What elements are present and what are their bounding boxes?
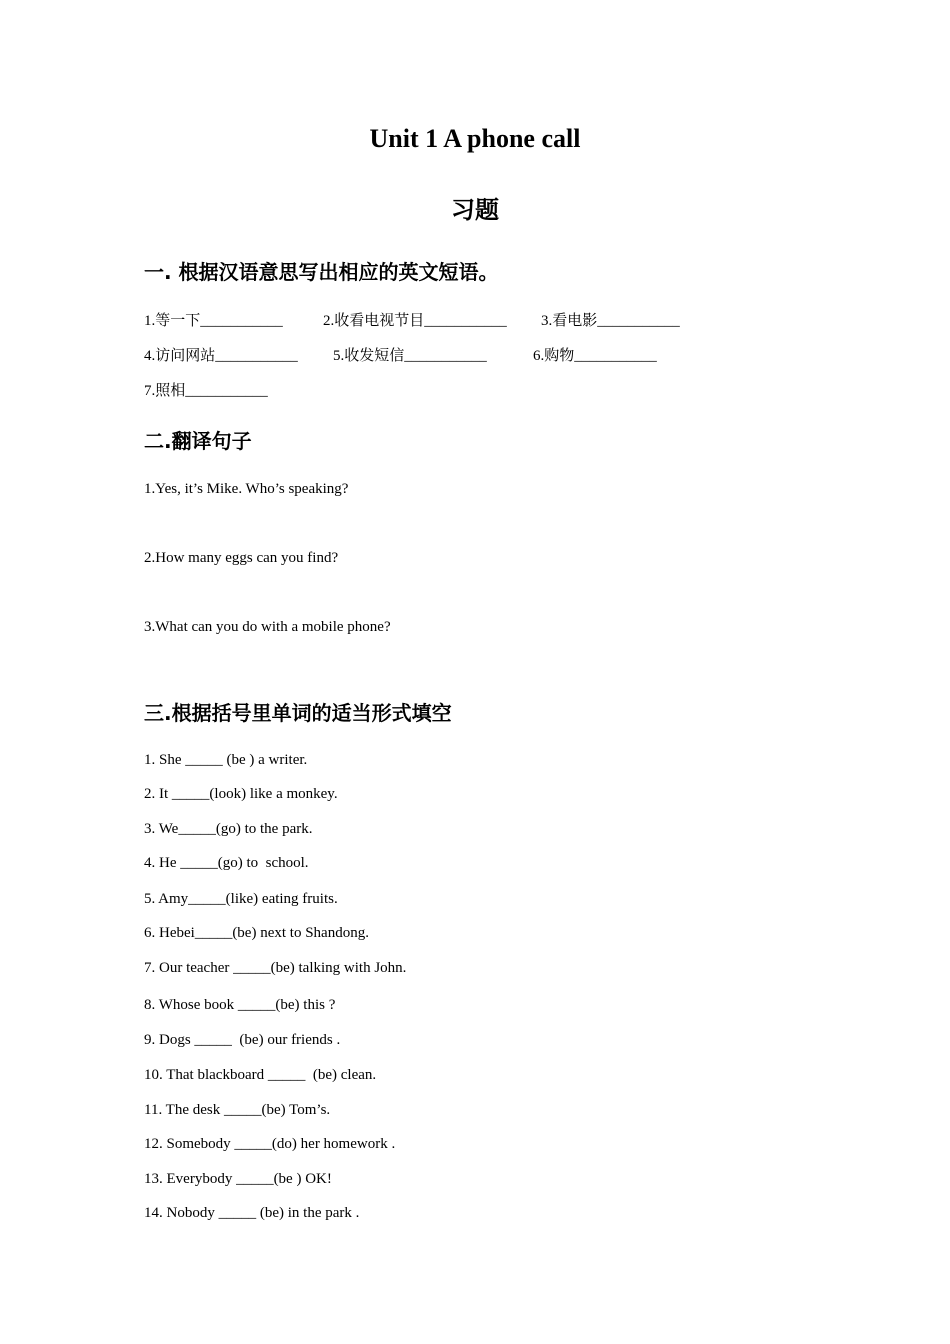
- fill-blank-item: 12. Somebody _____(do) her homework .: [144, 1136, 396, 1152]
- section-1-heading: 一. 根据汉语意思写出相应的英文短语。: [144, 260, 499, 284]
- phrase-item: 1.等一下___________: [144, 313, 283, 329]
- translation-item: 1.Yes, it’s Mike. Who’s speaking?: [144, 481, 349, 497]
- fill-blank-item: 3. We_____(go) to the park.: [144, 821, 313, 837]
- section-3-heading: 三.根据括号里单词的适当形式填空: [144, 701, 452, 725]
- phrase-item: 4.访问网站___________: [144, 348, 298, 364]
- phrase-item: 2.收看电视节目___________: [323, 313, 507, 329]
- page-subtitle: 习题: [451, 196, 499, 224]
- fill-blank-item: 6. Hebei_____(be) next to Shandong.: [144, 925, 369, 941]
- fill-blank-item: 11. The desk _____(be) Tom’s.: [144, 1102, 331, 1118]
- phrase-item: 7.照相___________: [144, 383, 268, 399]
- phrase-item: 3.看电影___________: [541, 313, 680, 329]
- fill-blank-item: 2. It _____(look) like a monkey.: [144, 786, 338, 802]
- fill-blank-item: 9. Dogs _____ (be) our friends .: [144, 1032, 341, 1048]
- fill-blank-item: 4. He _____(go) to school.: [144, 855, 309, 871]
- fill-blank-item: 1. She _____ (be ) a writer.: [144, 752, 308, 768]
- section-2-heading: 二.翻译句子: [144, 429, 252, 453]
- translation-item: 3.What can you do with a mobile phone?: [144, 619, 391, 635]
- phrase-item: 5.收发短信___________: [333, 348, 487, 364]
- fill-blank-item: 14. Nobody _____ (be) in the park .: [144, 1205, 360, 1221]
- translation-item: 2.How many eggs can you find?: [144, 550, 339, 566]
- fill-blank-item: 7. Our teacher _____(be) talking with John.: [144, 960, 407, 976]
- page-title: Unit 1 A phone call: [369, 124, 581, 153]
- fill-blank-item: 13. Everybody _____(be ) OK!: [144, 1171, 332, 1187]
- phrase-item: 6.购物___________: [533, 348, 657, 364]
- fill-blank-item: 8. Whose book _____(be) this ?: [144, 997, 336, 1013]
- fill-blank-item: 5. Amy_____(like) eating fruits.: [144, 891, 338, 907]
- fill-blank-item: 10. That blackboard _____ (be) clean.: [144, 1067, 377, 1083]
